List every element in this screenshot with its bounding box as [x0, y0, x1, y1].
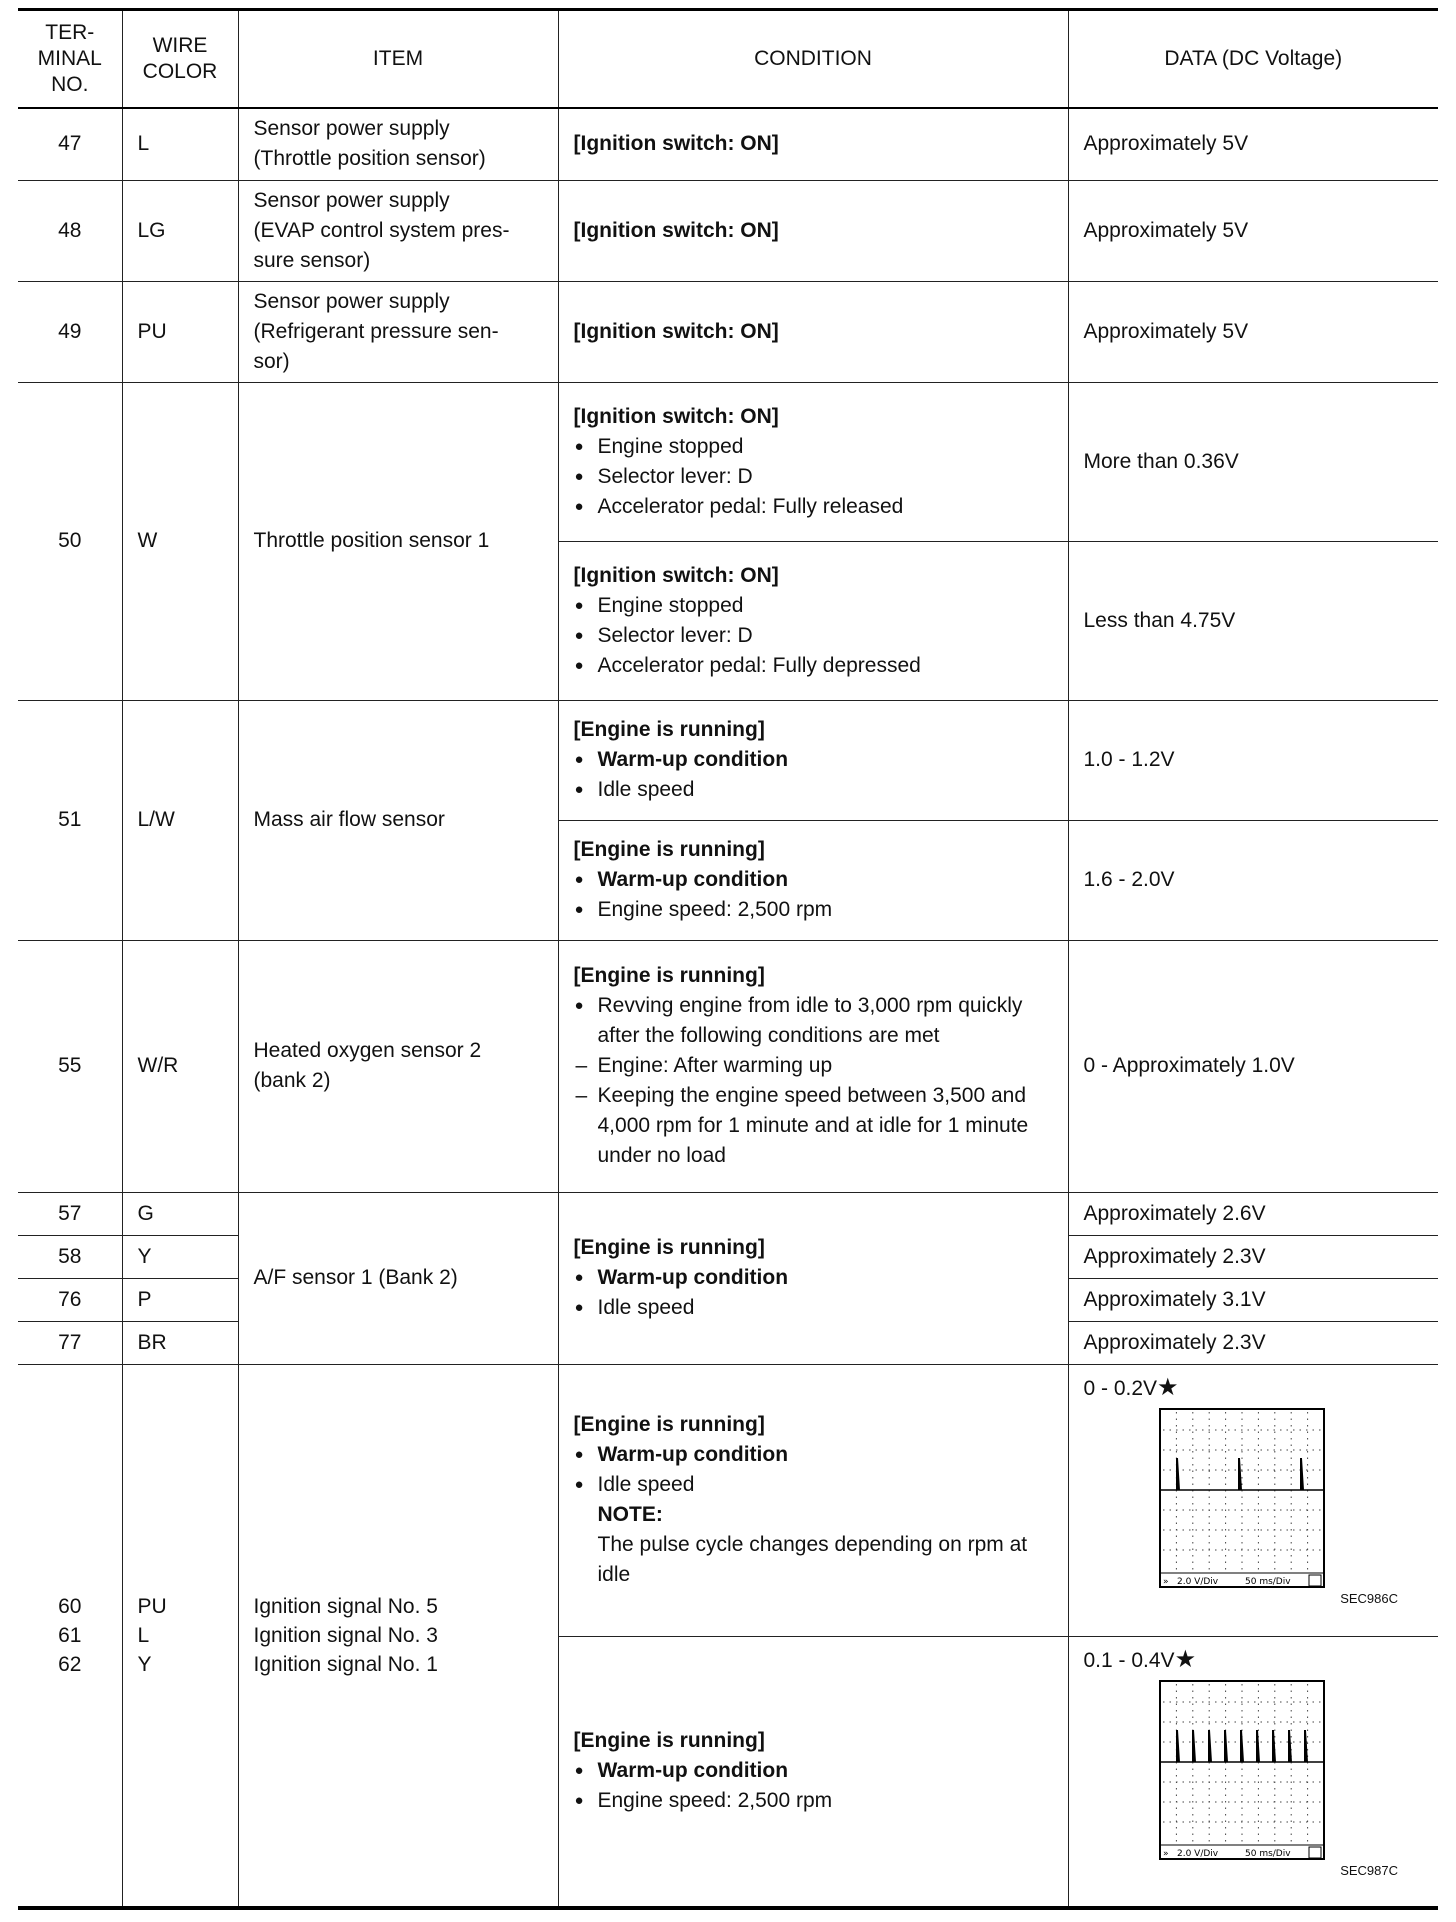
condition-bullet: ● Engine stopped	[574, 591, 1053, 621]
note-label: NOTE:	[597, 1503, 663, 1526]
terminal-number: 57	[18, 1192, 122, 1235]
condition-bullet: ● Accelerator pedal: Fully depressed	[574, 651, 1053, 681]
condition-list	[574, 991, 1062, 1171]
condition-bullet: ● Revving engine from idle to 3,000 rpm quickly after the following conditions are met	[574, 991, 1062, 1051]
condition-cell: [Engine is running] ● Revving engine from idle to 3,000 rpm quickly after the following conditions are met – Engine: After warming up – Keeping the engine speed between 3,500 and 4,000 rpm for 1 minute and at idle for 1 minute under no load	[558, 940, 1068, 1192]
data-cell: 1.6 - 2.0V	[1068, 820, 1438, 940]
data-cell: Approximately 5V	[1068, 281, 1438, 382]
item-cell: A/F sensor 1 (Bank 2)	[238, 1192, 558, 1364]
wire-color: W	[122, 382, 238, 700]
condition-list	[574, 591, 1053, 681]
data-cell	[1068, 1636, 1438, 1908]
condition-cell: [Engine is running] ● Warm-up condition ● Idle speed	[558, 1192, 1068, 1364]
condition-sub-bullet: – Engine: After warming up	[574, 1051, 1062, 1081]
condition-bullet: ● Idle speed	[574, 1293, 1053, 1323]
data-cell: 0 - Approximately 1.0V	[1068, 940, 1438, 1192]
condition-list	[574, 1263, 1053, 1323]
condition-bullet: ● Warm-up condition	[574, 1440, 1053, 1470]
condition-bullet: ● Engine speed: 2,500 rpm	[574, 1786, 1053, 1816]
condition-list	[574, 1440, 1053, 1500]
scope-corner-box	[1309, 1847, 1321, 1858]
terminal-number: 49	[18, 281, 122, 382]
terminal-number: 50	[18, 382, 122, 700]
scope-arrow-icon: »	[1162, 1576, 1169, 1587]
wire-color: BR	[122, 1321, 238, 1364]
header-terminal: TER- MINAL NO.	[18, 10, 122, 109]
condition-bullet: ● Engine stopped	[574, 432, 1053, 462]
condition-list	[574, 865, 1053, 925]
voltage-value: 0.1 - 0.4V	[1083, 1648, 1175, 1672]
condition-list	[574, 432, 1053, 522]
terminal-number: 58	[18, 1235, 122, 1278]
ecm-terminal-table	[18, 8, 1438, 1910]
star-icon: ★	[1174, 1645, 1197, 1673]
table-row	[18, 382, 1438, 541]
condition-bullet: ● Idle speed	[574, 1470, 1053, 1500]
condition-bullet: ● Engine speed: 2,500 rpm	[574, 895, 1053, 925]
header-condition: CONDITION	[558, 10, 1068, 109]
wire-color: W/R	[122, 940, 238, 1192]
data-cell	[1068, 1364, 1438, 1636]
data-cell: Approximately 2.3V	[1068, 1321, 1438, 1364]
figure-id: SEC987C	[1340, 1862, 1398, 1878]
item-cell: Ignition signal No. 5 Ignition signal No. 3 Ignition signal No. 1	[238, 1364, 558, 1908]
data-cell: More than 0.36V	[1068, 382, 1438, 541]
condition-bullet: ● Warm-up condition	[574, 865, 1053, 895]
oscilloscope-waveform-idle	[1159, 1408, 1325, 1588]
terminal-number: 51	[18, 700, 122, 940]
condition-bullet: ● Selector lever: D	[574, 621, 1053, 651]
item-cell: Sensor power supply (EVAP control system pres- sure sensor)	[238, 180, 558, 281]
star-icon: ★	[1157, 1373, 1179, 1401]
condition-cell: [Engine is running] ● Warm-up condition ● Idle speed NOTE: The pulse cycle changes depending on rpm at idle	[558, 1364, 1068, 1636]
figure-id: SEC986C	[1340, 1590, 1398, 1606]
scope-time-scale: 50 ms/Div	[1244, 1576, 1291, 1587]
condition-list	[574, 1756, 1053, 1816]
voltage-value: 0 - 0.2V	[1083, 1376, 1158, 1400]
scope-corner-box	[1309, 1575, 1321, 1586]
condition-cell: [Ignition switch: ON]	[558, 108, 1068, 180]
scope-time-scale: 50 ms/Div	[1244, 1848, 1291, 1859]
terminal-number: 77	[18, 1321, 122, 1364]
data-cell: Approximately 5V	[1068, 108, 1438, 180]
wire-color: Y	[122, 1235, 238, 1278]
terminal-number: 60 61 62	[18, 1364, 122, 1908]
condition-bullet: ● Accelerator pedal: Fully released	[574, 492, 1053, 522]
data-cell: Less than 4.75V	[1068, 541, 1438, 700]
condition-bullet: ● Warm-up condition	[574, 745, 1053, 775]
condition-bullet: ● Warm-up condition	[574, 1756, 1053, 1786]
table-row	[18, 108, 1438, 180]
condition-cell: [Engine is running] ● Warm-up condition ● Engine speed: 2,500 rpm	[558, 820, 1068, 940]
data-cell: Approximately 3.1V	[1068, 1278, 1438, 1321]
wire-color: L/W	[122, 700, 238, 940]
wire-color: PU L Y	[122, 1364, 238, 1908]
condition-bullet: ● Selector lever: D	[574, 462, 1053, 492]
scope-volt-scale: 2.0 V/Div	[1176, 1576, 1218, 1587]
item-cell: Mass air flow sensor	[238, 700, 558, 940]
header-item: ITEM	[238, 10, 558, 109]
table-row	[18, 700, 1438, 820]
condition-cell: [Engine is running] ● Warm-up condition ● Idle speed	[558, 700, 1068, 820]
item-cell: Sensor power supply (Refrigerant pressure sen- sor)	[238, 281, 558, 382]
table-row	[18, 281, 1438, 382]
item-cell: Sensor power supply (Throttle position sensor)	[238, 108, 558, 180]
condition-cell: [Ignition switch: ON]	[558, 281, 1068, 382]
condition-cell: [Ignition switch: ON] ● Engine stopped ● Selector lever: D ● Accelerator pedal: Fully depressed	[558, 541, 1068, 700]
header-data: DATA (DC Voltage)	[1068, 10, 1438, 109]
table-row	[18, 940, 1438, 1192]
condition-sub-bullet: – Keeping the engine speed between 3,500 and 4,000 rpm for 1 minute and at idle for 1 minute under no load	[574, 1081, 1062, 1171]
data-cell: Approximately 2.6V	[1068, 1192, 1438, 1235]
table-header-row	[18, 10, 1438, 109]
terminal-number: 48	[18, 180, 122, 281]
oscilloscope-waveform-2500rpm	[1159, 1680, 1325, 1860]
condition-list	[574, 745, 1053, 805]
data-cell: 1.0 - 1.2V	[1068, 700, 1438, 820]
condition-cell: [Ignition switch: ON] ● Engine stopped ● Selector lever: D ● Accelerator pedal: Fully released	[558, 382, 1068, 541]
scope-arrow-icon: »	[1162, 1848, 1169, 1859]
wire-color: P	[122, 1278, 238, 1321]
terminal-number: 47	[18, 108, 122, 180]
header-wire-color: WIRE COLOR	[122, 10, 238, 109]
note	[574, 1500, 1053, 1590]
terminal-data-sheet	[18, 8, 1438, 1910]
data-cell: Approximately 2.3V	[1068, 1235, 1438, 1278]
wire-color: G	[122, 1192, 238, 1235]
terminal-number: 76	[18, 1278, 122, 1321]
wire-color: L	[122, 108, 238, 180]
table-row	[18, 1192, 1438, 1235]
note-text: The pulse cycle changes depending on rpm at idle	[597, 1533, 1028, 1586]
table-row	[18, 1364, 1438, 1636]
condition-cell: [Engine is running] ● Warm-up condition ● Engine speed: 2,500 rpm	[558, 1636, 1068, 1908]
condition-bullet: ● Idle speed	[574, 775, 1053, 805]
scope-volt-scale: 2.0 V/Div	[1176, 1848, 1218, 1859]
wire-color: LG	[122, 180, 238, 281]
condition-cell: [Ignition switch: ON]	[558, 180, 1068, 281]
wire-color: PU	[122, 281, 238, 382]
data-cell: Approximately 5V	[1068, 180, 1438, 281]
table-row	[18, 180, 1438, 281]
item-cell: Throttle position sensor 1	[238, 382, 558, 700]
condition-bullet: ● Warm-up condition	[574, 1263, 1053, 1293]
item-cell: Heated oxygen sensor 2 (bank 2)	[238, 940, 558, 1192]
terminal-number: 55	[18, 940, 122, 1192]
